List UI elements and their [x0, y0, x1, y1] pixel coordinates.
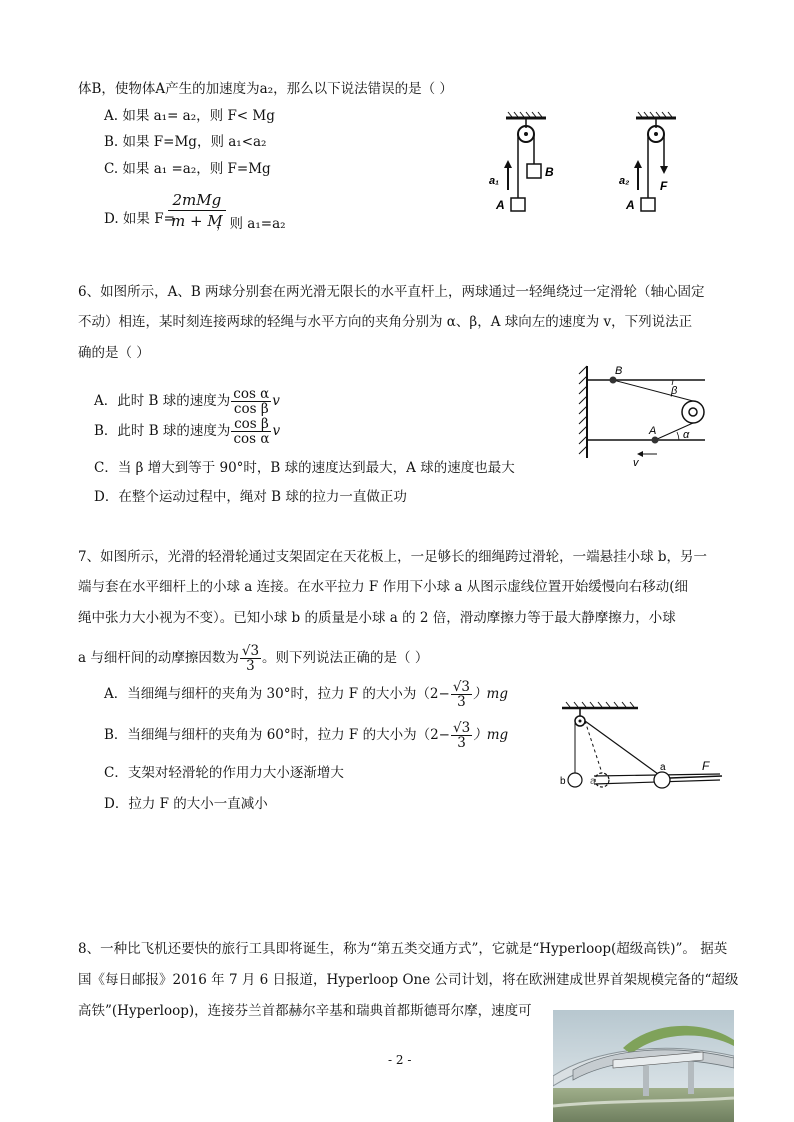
q7-line-1: 7、如图所示，光滑的轻滑轮通过支架固定在天花板上，一足够长的细绳跨过滑轮，一端悬挂小球 b，另一	[78, 549, 708, 565]
label-A-left: A	[496, 198, 505, 212]
q7-line-4: a 与细杆间的动摩擦因数为 $\frac{√3}{3}$ 。则下列说法正确的是（ ）	[78, 643, 429, 674]
q6-option-a: A．此时 B 球的速度为 $\frac{\text{cos α}}{\text{cos β}}$ v	[94, 386, 280, 417]
ball-B	[610, 377, 617, 384]
label-B: B	[615, 365, 623, 377]
ceiling-left	[506, 112, 546, 118]
block-A-left	[511, 198, 525, 211]
q5-stem: 体B，使物体A产生的加速度为a₂，那么以下说法错误的是（ ）	[78, 81, 453, 97]
q7-option-d: D．拉力 F 的大小一直减小	[104, 796, 268, 812]
label-a1: a₁	[489, 175, 499, 187]
q5-pulley-figure	[480, 108, 700, 218]
ball-a-dashed	[595, 773, 609, 787]
q7-pulley-rod-figure	[552, 700, 732, 800]
page-number: - 2 -	[388, 1053, 412, 1067]
label-A-right: A	[626, 198, 635, 212]
q6-option-b: B．此时 B 球的速度为 $\frac{\text{cos β}}{\text{cos α}}$ v	[94, 416, 281, 447]
label-A: A	[649, 425, 657, 437]
q8-line-2: 国《每日邮报》2016 年 7 月 6 日报道，Hyperloop One 公司计划，将在欧洲建成世界首架规模完备的“超级	[78, 972, 739, 988]
ball-b	[568, 773, 582, 787]
q6-rods-figure	[575, 362, 715, 474]
q8-line-1: 8、一种比飞机还要快的旅行工具即将诞生，称为“第五类交通方式”，它就是“Hyperloop(超级高铁)”。 据英	[78, 941, 728, 957]
q7-option-a: A．当细绳与细杆的夹角为 30°时，拉力 F 的大小为（2− $\frac{√3}{3}$ ）mg	[104, 679, 508, 710]
q7-line-3: 绳中张力大小视为不变）。已知小球 b 的质量是小球 a 的 2 倍，滑动摩擦力等于最大静摩擦力，小球	[78, 610, 676, 626]
label-beta: β	[671, 385, 678, 397]
ball-a	[654, 772, 670, 788]
label-a-dashed: a	[590, 776, 596, 787]
q5-option-d-suffix: ，则 a₁=a₂	[216, 216, 286, 232]
block-B	[527, 164, 541, 178]
label-B: B	[545, 165, 554, 179]
q7-line-2: 端与套在水平细杆上的小球 a 连接。在水平拉力 F 作用下小球 a 从图示虚线位置开始缓慢向右移动(细	[78, 579, 688, 595]
label-alpha: α	[683, 429, 690, 441]
q5-option-c: C. 如果 a₁ =a₂，则 F=Mg	[104, 161, 271, 177]
hyperloop-photo	[553, 1010, 734, 1122]
block-A-right	[641, 198, 655, 211]
q6-line-1: 6、如图所示，A、B 两球分别套在两光滑无限长的水平直杆上，两球通过一轻绳绕过一定滑轮（轴心固定	[78, 284, 705, 300]
label-v: v	[633, 457, 639, 469]
q8-line-3: 高铁”(Hyperloop)，连接芬兰首都赫尔辛基和瑞典首都斯德哥尔摩，速度可	[78, 1003, 532, 1019]
q6-line-3: 确的是（ ）	[78, 345, 150, 361]
q5-option-a: A. 如果 a₁= a₂，则 F< Mg	[104, 108, 275, 124]
q6-line-2: 不动）相连，某时刻连接两球的轻绳与水平方向的夹角分别为 α、β，A 球向左的速度为 v，下列说法正	[78, 314, 693, 330]
q5-option-d: D. 如果 F=	[104, 211, 175, 227]
q7-option-b: B．当细绳与细杆的夹角为 60°时，拉力 F 的大小为（2− $\frac{√3}{3}$ ）mg	[104, 720, 509, 751]
q6-option-c: C．当 β 增大到等于 90°时，B 球的速度达到最大，A 球的速度也最大	[94, 460, 515, 476]
q5-option-d-fraction: 2mMg m + M	[168, 190, 226, 231]
label-F: F	[702, 759, 710, 773]
rope-a	[585, 721, 658, 774]
q5-option-b: B. 如果 F=Mg，则 a₁<a₂	[104, 134, 267, 150]
label-F: F	[660, 179, 668, 193]
ceiling-right	[636, 112, 676, 118]
ball-A	[652, 437, 659, 444]
label-a2: a₂	[619, 175, 630, 187]
label-a: a	[660, 762, 666, 773]
q7-option-c: C．支架对轻滑轮的作用力大小逐渐增大	[104, 765, 344, 781]
q6-option-d: D．在整个运动过程中，绳对 B 球的拉力一直做正功	[94, 489, 407, 505]
label-b: b	[560, 776, 566, 787]
